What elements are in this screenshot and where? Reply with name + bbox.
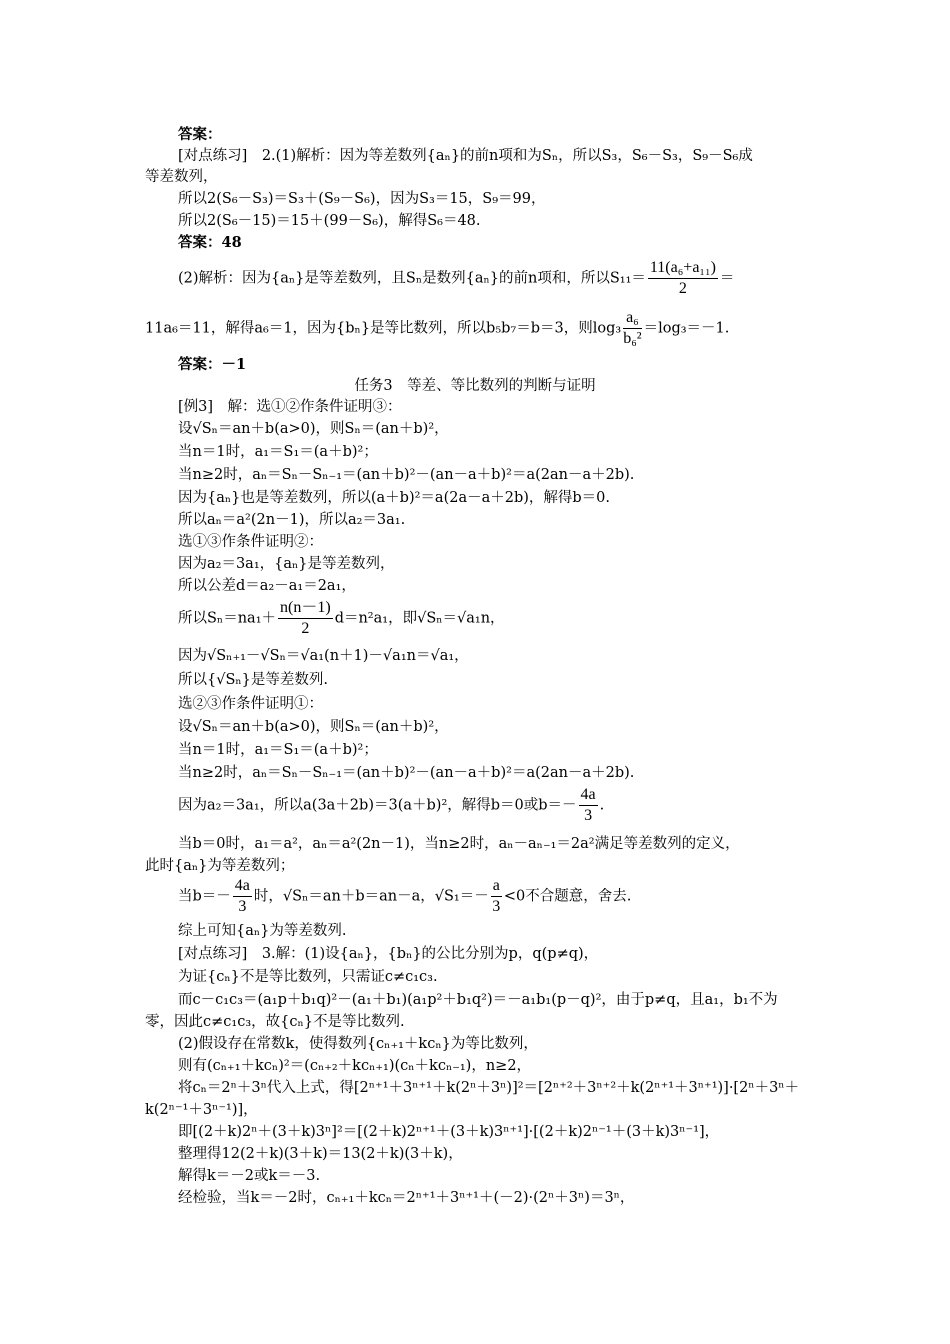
- exercise-3-line2: 为证{cₙ}不是等比数列，只需证c≠c₁c₃.: [178, 969, 438, 985]
- b-fraction: $\frac{4a}{3}$: [580, 786, 596, 824]
- exercise-3-line10: 整理得12(2＋k)(3＋k)＝13(2＋k)(3＋k)，: [178, 1146, 463, 1162]
- proof-c-line1: 设√Sₙ＝an＋b(a>0)，则Sₙ＝(an＋b)²，: [178, 719, 449, 735]
- b-fraction-2: $\frac{4a}{3}$: [234, 877, 250, 915]
- exercise-3-line7: 将cₙ＝2ⁿ＋3ⁿ代入上式，得[2ⁿ⁺¹＋3ⁿ⁺¹＋k(2ⁿ＋3ⁿ)]²＝[2ⁿ⁺²＋3ⁿ⁺²＋k(2ⁿ⁺¹＋3ⁿ⁺¹)]·[2ⁿ＋3ⁿ＋: [178, 1080, 800, 1096]
- s11-fraction: $\frac{\text{11(a₆+a₁₁)}}{2}$: [649, 259, 716, 297]
- proof-a-line2: 当n＝1时，a₁＝S₁＝(a＋b)²；: [178, 444, 378, 460]
- sn-fraction: $\frac{n(n-1)}{2}$: [280, 599, 331, 637]
- exercise-2-2-line2: 11a₆＝11，解得a₆＝1，因为{bₙ}是等比数列，所以b₅b₇＝b＝3，则log₃ $\frac{\text{a₆}}{\text{b₆²}}$ ＝log₃＝－1.: [145, 309, 730, 347]
- proof-c-line4: 因为a₂＝3a₁，所以a(3a＋2b)＝3(a＋b)²，解得b＝0或b＝－ $\frac{4a}{3}$ .: [178, 786, 605, 824]
- exercise-3-line12: 经检验，当k＝－2时，cₙ₊₁＋kcₙ＝2ⁿ⁺¹＋3ⁿ⁺¹＋(－2)·(2ⁿ＋3ⁿ)＝3ⁿ，: [178, 1190, 635, 1206]
- proof-b-line5: 所以{√Sₙ}是等差数列.: [178, 672, 329, 688]
- exercise-3-line11: 解得k＝－2或k＝－3.: [178, 1168, 321, 1184]
- proof-a-line1: 设√Sₙ＝an＋b(a>0)，则Sₙ＝(an＋b)²，: [178, 421, 449, 437]
- answer-label-1: 答案：: [178, 126, 222, 143]
- exercise-3-line6: 则有(cₙ₊₁＋kcₙ)²＝(cₙ₊₂＋kcₙ₊₁)(cₙ＋kcₙ₋₁)，n≥2，: [178, 1058, 532, 1074]
- proof-c-line7: 当b＝－ $\frac{4a}{3}$ 时，√Sₙ＝an＋b＝an－a，√S₁＝－ $\frac{a}{3}$ <0不合题意，舍去.: [178, 877, 632, 915]
- proof-c-line5: 当b＝0时，a₁＝a²，aₙ＝a²(2n－1)，当n≥2时，aₙ－aₙ₋₁＝2a²满足等差数列的定义，: [178, 836, 740, 852]
- exercise-3-line9: 即[(2＋k)2ⁿ＋(3＋k)3ⁿ]²＝[(2＋k)2ⁿ⁺¹＋(3＋k)3ⁿ⁺¹]·[(2＋k)2ⁿ⁻¹＋(3＋k)3ⁿ⁻¹]，: [178, 1124, 720, 1140]
- answer-minus-1: 答案：－1: [178, 356, 247, 373]
- exercise-2-2-line1: (2)解析：因为{aₙ}是等差数列，且Sₙ是数列{aₙ}的前n项和，所以S₁₁＝ $\frac{\text{11(a₆+a₁₁)}}{2}$ ＝: [178, 259, 735, 297]
- proof-b-line4: 因为√Sₙ₊₁－√Sₙ＝√a₁(n＋1)－√a₁n＝√a₁，: [178, 648, 469, 664]
- proof-b-title: 选①③作条件证明②：: [178, 534, 323, 550]
- exercise-2-1-line4: 所以2(S₆－15)＝15＋(99－S₆)，解得S₆＝48.: [178, 213, 481, 229]
- proof-c-line3: 当n≥2时，aₙ＝Sₙ－Sₙ₋₁＝(an＋b)²－(an－a＋b)²＝a(2an－a＋2b).: [178, 765, 635, 781]
- exercise-2-1-line3: 所以2(S₆－S₃)＝S₃＋(S₉－S₆)，因为S₃＝15，S₉＝99，: [178, 191, 546, 207]
- proof-c-conclusion: 综上可知{aₙ}为等差数列.: [178, 923, 347, 939]
- proof-b-line1: 因为a₂＝3a₁，{aₙ}是等差数列，: [178, 556, 395, 572]
- proof-a-line4: 因为{aₙ}也是等差数列，所以(a＋b)²＝a(2a－a＋2b)，解得b＝0.: [178, 490, 611, 506]
- exercise-2-1-line1: [对点练习] 2.(1)解析：因为等差数列{aₙ}的前n项和为Sₙ，所以S₃，S₆－S₃，S₉－S₆成: [178, 148, 753, 164]
- exercise-3-line5: (2)假设存在常数k，使得数列{cₙ₊₁＋kcₙ}为等比数列，: [178, 1036, 538, 1052]
- exercise-2-1-line2: 等差数列，: [145, 169, 218, 185]
- s1-fraction: $\frac{a}{3}$: [492, 877, 501, 915]
- proof-a-line3: 当n≥2时，aₙ＝Sₙ－Sₙ₋₁＝(an＋b)²－(an－a＋b)²＝a(2an－a＋2b).: [178, 467, 635, 483]
- task-3-heading: 任务3 等差、等比数列的判断与证明: [354, 378, 596, 394]
- proof-b-line2: 所以公差d＝a₂－a₁＝2a₁，: [178, 578, 356, 594]
- proof-c-title: 选②③作条件证明①：: [178, 696, 323, 712]
- proof-a-line5: 所以aₙ＝a²(2n－1)，所以a₂＝3a₁.: [178, 512, 406, 528]
- exercise-3-line3: 而c－c₁c₃＝(a₁p＋b₁q)²－(a₁＋b₁)(a₁p²＋b₁q²)＝－a₁b₁(p－q)²，由于p≠q，且a₁，b₁不为: [178, 992, 778, 1008]
- exercise-3-line1: [对点练习] 3.解：(1)设{aₙ}，{bₙ}的公比分别为p，q(p≠q)，: [178, 946, 599, 962]
- proof-c-line2: 当n＝1时，a₁＝S₁＝(a＋b)²；: [178, 742, 378, 758]
- proof-c-line6: 此时{aₙ}为等差数列；: [145, 858, 295, 874]
- proof-b-line3: 所以Sₙ＝na₁＋ $\frac{n(n-1)}{2}$ d＝n²a₁，即√Sₙ＝√a₁n，: [178, 599, 505, 637]
- log-fraction: $\frac{\text{a₆}}{\text{b₆²}}$: [623, 309, 642, 347]
- exercise-3-line4: 零，因此c≠c₁c₃，故{cₙ}不是等比数列.: [145, 1014, 405, 1030]
- example-3-line: [例3] 解：选①②作条件证明③：: [178, 399, 402, 415]
- answer-48: 答案：48: [178, 234, 242, 251]
- exercise-3-line8: k(2ⁿ⁻¹＋3ⁿ⁻¹)]，: [145, 1102, 258, 1118]
